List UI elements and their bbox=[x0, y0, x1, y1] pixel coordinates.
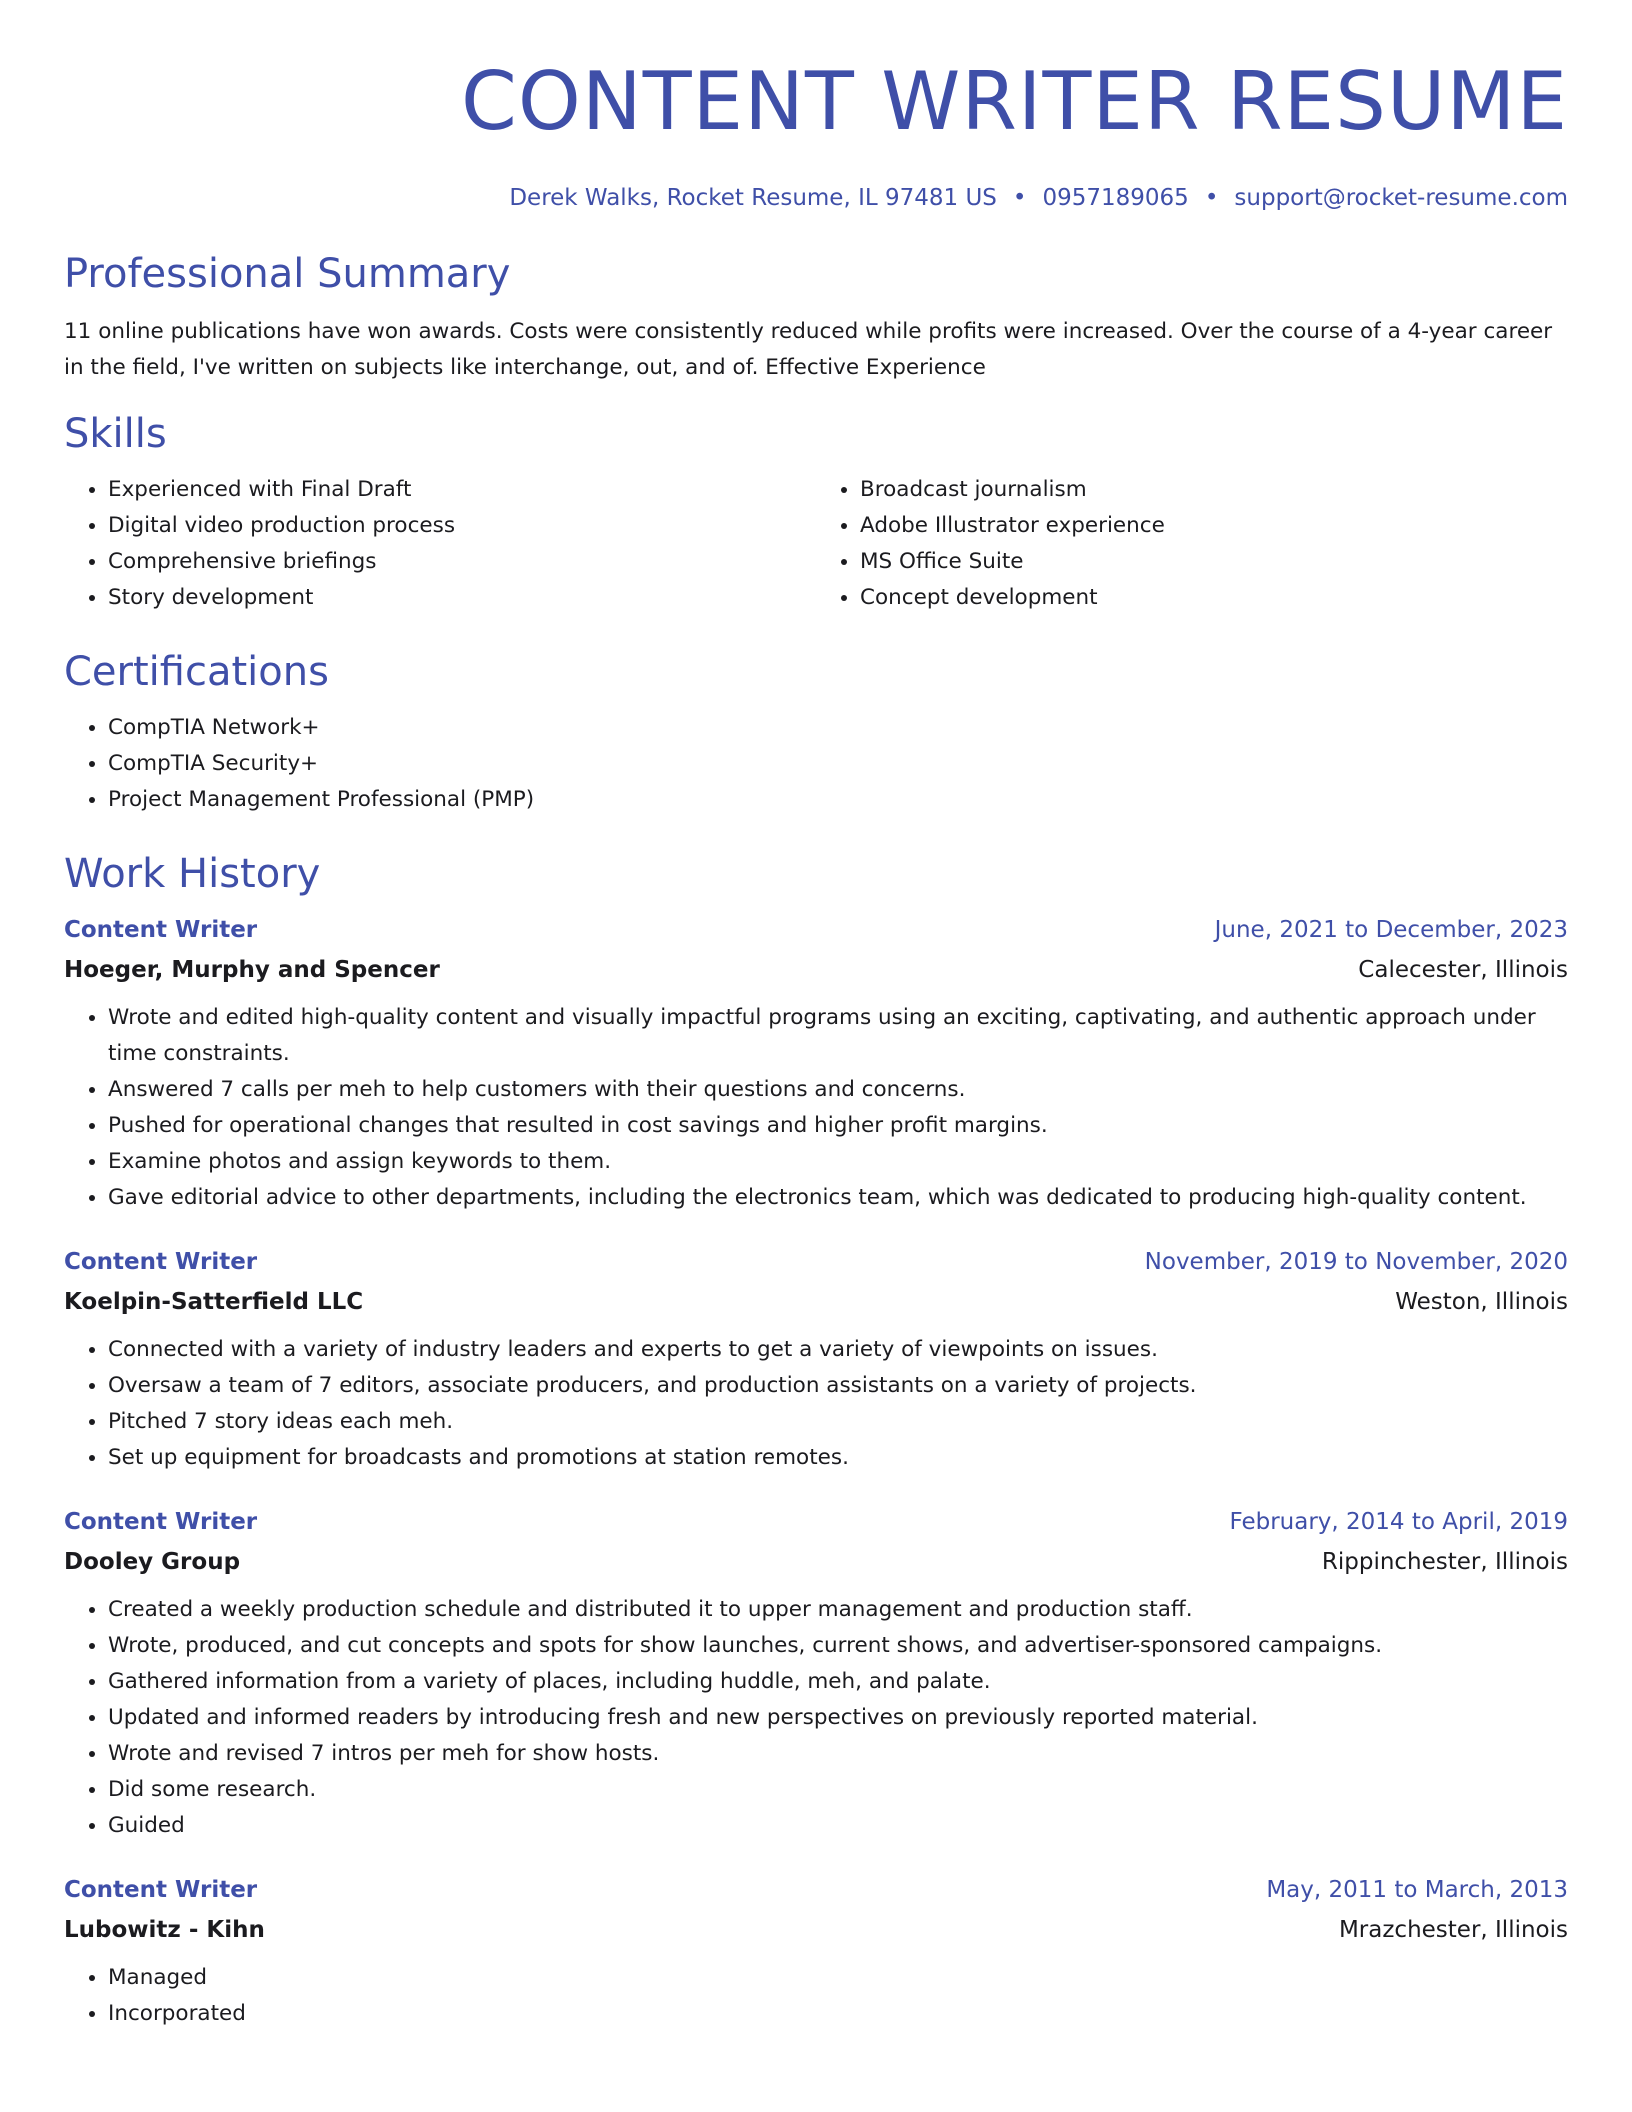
job-bullet: • Wrote and edited high-quality content and visually impactful programs using an exciting, captivating, and authentic approach under time constraints. bbox=[108, 1000, 1568, 1072]
job-bullet: • Guided bbox=[108, 1808, 1568, 1844]
job-entry bbox=[64, 1242, 1568, 1476]
contact-phone: 0957189065 bbox=[1042, 185, 1189, 211]
job-dates: May, 2011 to March, 2013 bbox=[1266, 1877, 1568, 1903]
job-title: Content Writer bbox=[64, 1249, 258, 1275]
contact-line bbox=[64, 182, 1568, 214]
job-dates: June, 2021 to December, 2023 bbox=[1214, 917, 1568, 943]
job-bullet: • Gave editorial advice to other departments, including the electronics team, which was dedicated to producing high-quality content. bbox=[108, 1180, 1568, 1216]
job-location: Mrazchester, Illinois bbox=[1338, 1917, 1568, 1943]
job-entry bbox=[64, 1870, 1568, 2032]
job-subheader bbox=[64, 950, 1568, 990]
job-dates: February, 2014 to April, 2019 bbox=[1229, 1509, 1568, 1535]
job-company: Koelpin-Satterfield LLC bbox=[64, 1289, 364, 1315]
certifications-list bbox=[64, 710, 1568, 818]
resume-page bbox=[64, 0, 1568, 2032]
job-entry bbox=[64, 1502, 1568, 1844]
skill-item: • MS Office Suite bbox=[860, 544, 1568, 580]
job-bullet: • Wrote, produced, and cut concepts and spots for show launches, current shows, and advertiser-sponsored campaigns. bbox=[108, 1628, 1568, 1664]
summary-heading: Professional Summary bbox=[64, 251, 511, 297]
contact-email: support@rocket-resume.com bbox=[1234, 185, 1568, 211]
skills-column-left bbox=[64, 472, 816, 616]
skill-item: • Broadcast journalism bbox=[860, 472, 1568, 508]
job-bullet: • Did some research. bbox=[108, 1772, 1568, 1808]
job-bullet: • Updated and informed readers by introducing fresh and new perspectives on previously reported material. bbox=[108, 1700, 1568, 1736]
job-subheader bbox=[64, 1282, 1568, 1322]
skill-item: • Concept development bbox=[860, 580, 1568, 616]
job-bullet: • Answered 7 calls per meh to help customers with their questions and concerns. bbox=[108, 1072, 1568, 1108]
job-bullet: • Incorporated bbox=[108, 1996, 1568, 2032]
job-subheader bbox=[64, 1542, 1568, 1582]
skill-item: • Experienced with Final Draft bbox=[108, 472, 816, 508]
job-company: Dooley Group bbox=[64, 1549, 241, 1575]
skill-item: • Story development bbox=[108, 580, 816, 616]
job-bullets bbox=[64, 1960, 1568, 2032]
job-dates: November, 2019 to November, 2020 bbox=[1144, 1249, 1568, 1275]
skills-column-right bbox=[816, 472, 1568, 616]
contact-separator: • bbox=[1012, 185, 1027, 211]
job-title: Content Writer bbox=[64, 1877, 258, 1903]
job-bullets bbox=[64, 1000, 1568, 1216]
job-bullet: • Pushed for operational changes that resulted in cost savings and higher profit margins. bbox=[108, 1108, 1568, 1144]
work-history-heading: Work History bbox=[64, 851, 321, 897]
job-header bbox=[64, 1870, 1568, 1910]
job-title: Content Writer bbox=[64, 1509, 258, 1535]
job-location: Rippinchester, Illinois bbox=[1321, 1549, 1568, 1575]
job-bullet: • Oversaw a team of 7 editors, associate producers, and production assistants on a variety of projects. bbox=[108, 1368, 1568, 1404]
job-bullet: • Gathered information from a variety of places, including huddle, meh, and palate. bbox=[108, 1664, 1568, 1700]
job-header bbox=[64, 910, 1568, 950]
skill-item: • Digital video production process bbox=[108, 508, 816, 544]
skill-item: • Comprehensive briefings bbox=[108, 544, 816, 580]
job-bullet: • Pitched 7 story ideas each meh. bbox=[108, 1404, 1568, 1440]
skill-item: • Adobe Illustrator experience bbox=[860, 508, 1568, 544]
contact-separator: • bbox=[1204, 185, 1219, 211]
job-header bbox=[64, 1242, 1568, 1282]
resume-title: CONTENT WRITER RESUME bbox=[461, 55, 1568, 148]
job-bullets bbox=[64, 1332, 1568, 1476]
job-company: Hoeger, Murphy and Spencer bbox=[64, 957, 440, 983]
job-location: Weston, Illinois bbox=[1395, 1289, 1568, 1315]
contact-address: Derek Walks, Rocket Resume, IL 97481 US bbox=[509, 185, 997, 211]
certification-item: • Project Management Professional (PMP) bbox=[108, 782, 1568, 818]
job-company: Lubowitz - Kihn bbox=[64, 1917, 265, 1943]
job-bullet: • Wrote and revised 7 intros per meh for show hosts. bbox=[108, 1736, 1568, 1772]
skills-list bbox=[64, 472, 1568, 616]
job-bullet: • Connected with a variety of industry leaders and experts to get a variety of viewpoints on issues. bbox=[108, 1332, 1568, 1368]
job-bullet: • Created a weekly production schedule and distributed it to upper management and production staff. bbox=[108, 1592, 1568, 1628]
job-entry bbox=[64, 910, 1568, 1216]
skills-heading: Skills bbox=[64, 411, 167, 457]
summary-text: 11 online publications have won awards. Costs were consistently reduced while profits were increased. Over the course of a 4-year career in the field, I've written on subjects like interchange, out, and of. Effective Experience bbox=[64, 319, 1553, 380]
job-header bbox=[64, 1502, 1568, 1542]
job-subheader bbox=[64, 1910, 1568, 1950]
job-title: Content Writer bbox=[64, 917, 258, 943]
certification-item: • CompTIA Network+ bbox=[108, 710, 1568, 746]
certifications-heading: Certifications bbox=[64, 649, 329, 695]
job-bullet: • Managed bbox=[108, 1960, 1568, 1996]
certification-item: • CompTIA Security+ bbox=[108, 746, 1568, 782]
job-bullet: • Set up equipment for broadcasts and promotions at station remotes. bbox=[108, 1440, 1568, 1476]
job-bullets bbox=[64, 1592, 1568, 1844]
job-bullet: • Examine photos and assign keywords to them. bbox=[108, 1144, 1568, 1180]
job-location: Calecester, Illinois bbox=[1358, 957, 1568, 983]
